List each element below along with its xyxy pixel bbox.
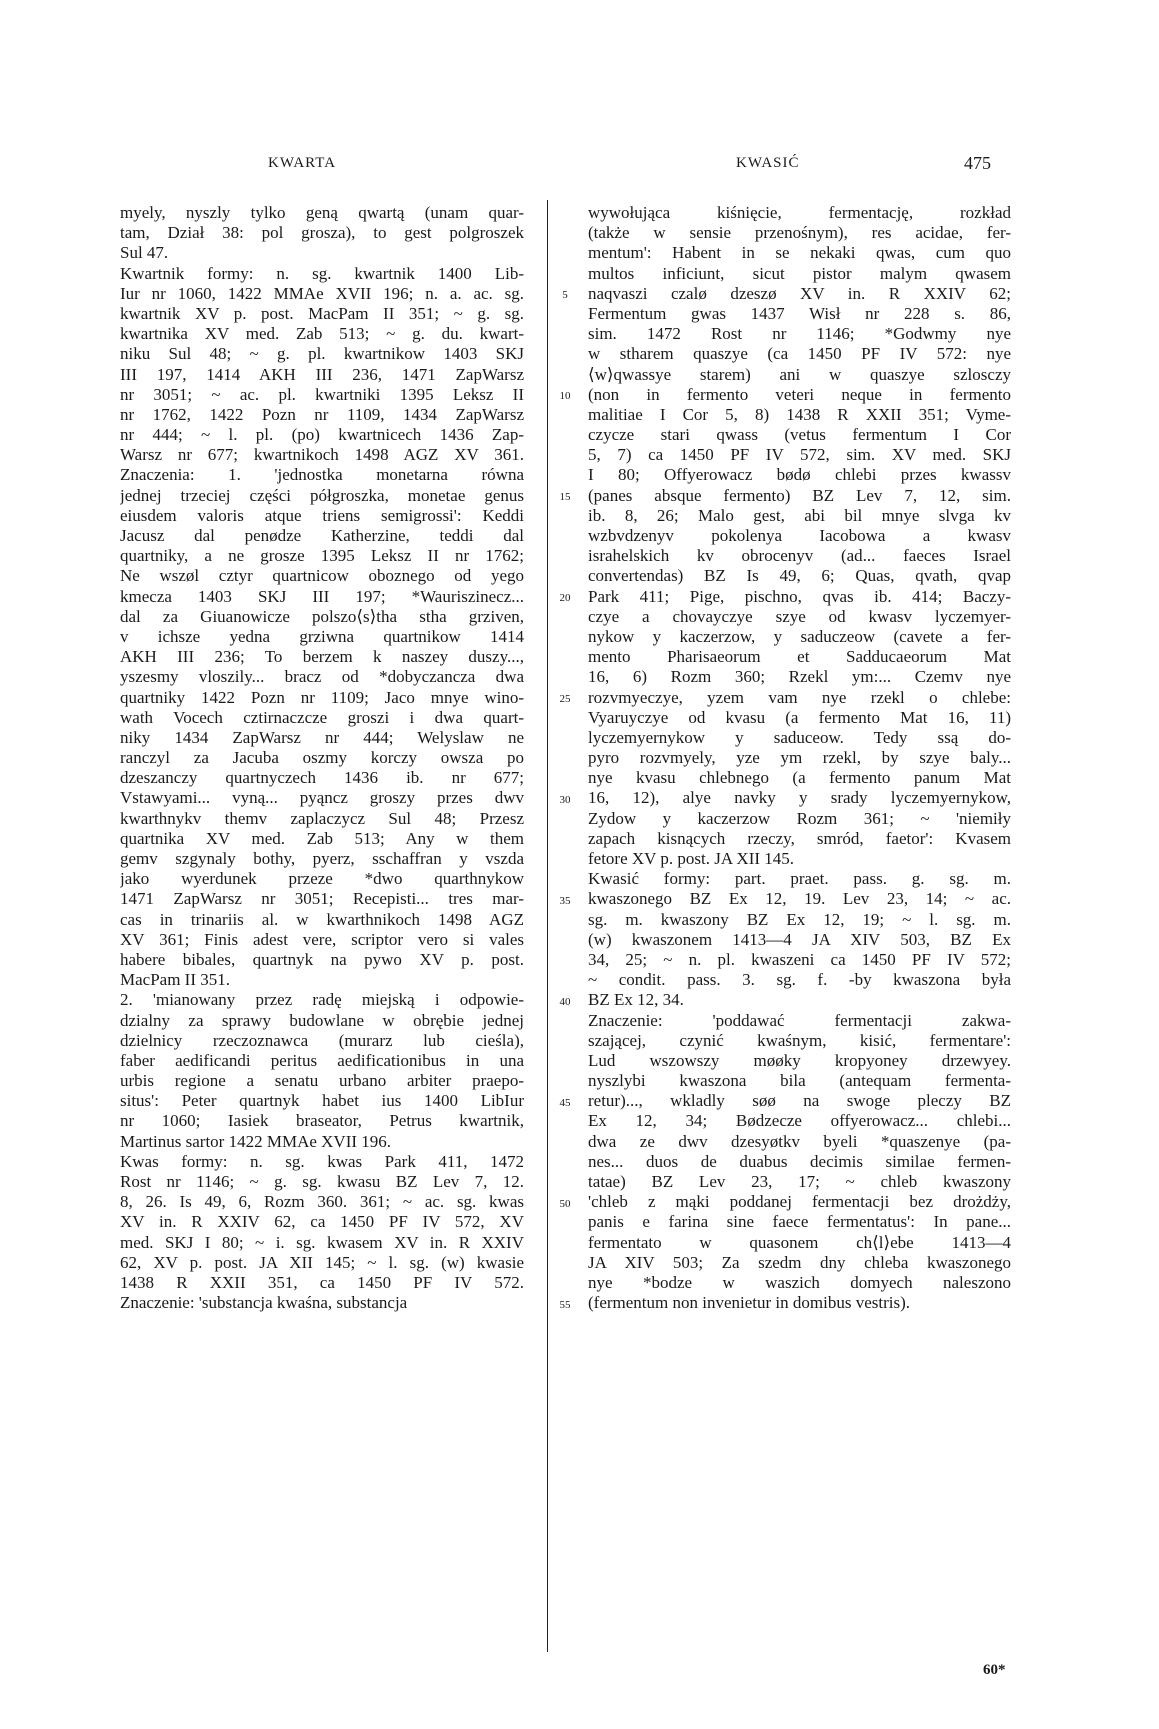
text-line: quartnika XV med. Zab 513; Any w them <box>120 828 524 848</box>
text-line: mentum': Habent in se nekaki qwas, cum quo <box>588 243 1011 263</box>
text-line: Ne wszøl cztyr quartnicow oboznego od yego <box>120 566 524 586</box>
text-line: Vyaruyczye od kvasu (a fermento Mat 16, 11) <box>588 707 1011 727</box>
text-line: Znaczenie: 'substancja kwaśna, substancja <box>120 1293 408 1313</box>
text-line: retur)..., wkladly søø na swoge pleczy BZ <box>588 1091 1011 1111</box>
text-line: convertendas) BZ Is 49, 6; Quas, qvath, qvap <box>588 566 1011 586</box>
text-line: 1471 ZapWarsz nr 3051; Recepisti... tres mar- <box>120 889 524 909</box>
text-line: Kwas formy: n. sg. kwas Park 411, 1472 <box>120 1151 524 1171</box>
text-line: quartniky, a ne grosze 1395 Leksz II nr 1762; <box>120 546 524 566</box>
text-line: Fermentum gwas 1437 Wisł nr 228 s. 86, <box>588 303 1011 323</box>
text-line: ~ condit. pass. 3. sg. f. -by kwaszona była <box>588 970 1011 990</box>
line-number: 5 <box>562 288 568 301</box>
text-line: sg. m. kwaszony BZ Ex 12, 19; ~ l. sg. m. <box>588 909 1011 929</box>
text-line: (panes absque fermento) BZ Lev 7, 12, sim. <box>588 485 1011 505</box>
text-line: gemv szgynaly bothy, pyerz, sschaffran y vszda <box>120 849 524 868</box>
text-line: faber aedificandi peritus aedificationibus in una <box>120 1050 524 1070</box>
text-line: BZ Ex 12, 34. <box>588 990 684 1010</box>
text-line: Kwasić formy: part. praet. pass. g. sg. m. <box>588 869 1011 889</box>
text-line: I 80; Offyerowacz bødø chlebi przes kwassv <box>588 465 1011 485</box>
right-column <box>588 203 1011 1313</box>
text-line: 16, 12), alye navky y srady lyczemyernykow, <box>588 788 1011 808</box>
line-number: 40 <box>559 995 571 1008</box>
line-number: 25 <box>559 692 571 705</box>
text-line: w stharem quaszye (ca 1450 PF IV 572: nye <box>588 344 1011 364</box>
text-line: MacPam II 351. <box>120 970 231 990</box>
text-line: eiusdem valoris atque triens semigrossi': Keddi <box>120 505 524 525</box>
text-line: kmecza 1403 SKJ III 197; *Wauriszinecz... <box>120 586 524 606</box>
text-line: JA XIV 503; Za szedm dny chleba kwaszonego <box>588 1252 1011 1272</box>
text-line: wzbvdzenyv pokolenya Iacobowa a kwasv <box>588 526 1011 545</box>
text-line: ib. 8, 26; Malo gest, abi bil mnye slvga kv <box>588 505 1011 525</box>
text-line: 5, 7) ca 1450 PF IV 572, sim. XV med. SKJ <box>588 445 1011 465</box>
line-number: 30 <box>559 793 571 806</box>
line-number: 35 <box>559 894 571 907</box>
text-line: dzielnicy rzeczoznawca (murarz lub cieśla), <box>120 1030 524 1050</box>
text-line: Sul 47. <box>120 243 169 263</box>
text-line: fermentato w quasonem ch⟨l⟩ebe 1413—4 <box>588 1232 1011 1252</box>
line-number: 50 <box>559 1197 571 1210</box>
text-line: jednej trzeciej części półgroszka, monetae genus <box>120 485 524 505</box>
text-line: Iur nr 1060, 1422 MMAe XVII 196; n. a. ac. sg. <box>120 283 524 303</box>
text-line: sim. 1472 Rost nr 1146; *Godwmy nye <box>588 324 1011 344</box>
text-line: nykow y kaczerzow, y saduczeow (cavete a fer- <box>588 626 1011 646</box>
text-line: czycze stari qwass (vetus fermentum I Cor <box>588 425 1011 445</box>
text-line: 2. 'mianowany przez radę miejską i odpowie- <box>120 990 524 1010</box>
text-line: czye a chovayczye szye od kwasv lyczemyer- <box>588 606 1011 626</box>
text-line: lyczemyernykow y saduceow. Tedy ssą do- <box>588 727 1011 747</box>
left-column <box>120 203 524 1313</box>
text-line: 1438 R XXII 351, ca 1450 PF IV 572. <box>120 1272 524 1292</box>
text-line: Lud wszowszy møøky kropyoney drzewyey. <box>588 1050 1011 1070</box>
text-line: AKH III 236; To berzem k naszey duszy..., <box>120 647 524 667</box>
text-line: dzeszanczy quartnyczech 1436 ib. nr 677; <box>120 768 524 788</box>
text-line: multos inficiunt, sicut pistor malym qwasem <box>588 263 1011 283</box>
text-line: med. SKJ I 80; ~ i. sg. kwasem XV in. R XXIV <box>120 1232 524 1252</box>
text-line: Znaczenie: 'poddawać fermentacji zakwa- <box>588 1010 1011 1030</box>
text-line: fetore XV p. post. JA XII 145. <box>588 849 795 868</box>
line-number: 55 <box>559 1298 571 1311</box>
text-line: kwartnika XV med. Zab 513; ~ g. du. kwart- <box>120 324 524 344</box>
text-line: ranczyl za Jacuba oszmy korczy owsza po <box>120 748 524 768</box>
text-line: nr 3051; ~ ac. pl. kwartniki 1395 Leksz II <box>120 384 524 404</box>
text-line: Ex 12, 34; Bødzecze offyerowacz... chlebi... <box>588 1111 1011 1131</box>
running-header-entry: KWASIĆ <box>736 155 800 171</box>
text-line: Kwartnik formy: n. sg. kwartnik 1400 Lib- <box>120 263 524 283</box>
text-line: cas in trinariis al. w kwarthnikoch 1498 AGZ <box>120 909 524 929</box>
text-line: dzialny za sprawy budowlane w obrębie jednej <box>120 1010 524 1030</box>
text-line: ⟨w⟩qwassye starem) ani w quaszye szlosczy <box>588 364 1011 384</box>
text-line: III 197, 1414 AKH III 236, 1471 ZapWarsz <box>120 364 524 384</box>
text-line: Park 411; Pige, pischno, qvas ib. 414; Baczy- <box>588 586 1011 606</box>
text-line: Martinus sartor 1422 MMAe XVII 196. <box>120 1131 392 1151</box>
text-line: Zydow y kaczerzow Rozm 361; ~ 'niemiły <box>588 808 1011 828</box>
text-line: panis e farina sine faece fermentatus': In pane... <box>588 1212 1011 1232</box>
text-line: nr 444; ~ l. pl. (po) kwartnicech 1436 Zap- <box>120 425 524 445</box>
text-line: (w) kwaszonem 1413—4 JA XIV 503, BZ Ex <box>588 929 1011 949</box>
running-header-left: KWARTA <box>268 155 337 171</box>
text-line: 16, 6) Rozm 360; Rzekl ym:... Czemv nye <box>588 667 1011 687</box>
text-line: situs': Peter quartnyk habet ius 1400 LibIur <box>120 1091 524 1111</box>
line-number: 45 <box>559 1096 571 1109</box>
text-line: niky 1434 ZapWarsz nr 444; Welyslaw ne <box>120 727 524 747</box>
line-number: 10 <box>559 389 571 402</box>
text-line: dal za Giuanowicze polszo⟨s⟩tha stha grziven, <box>120 606 524 626</box>
text-line: mento Pharisaeorum et Sadducaeorum Mat <box>588 647 1011 667</box>
text-line: 'chleb z mąki poddanej fermentacji bez drożdży, <box>588 1192 1011 1212</box>
text-line: nyszlybi kwaszona bila (antequam fermenta- <box>588 1071 1011 1091</box>
line-number: 20 <box>559 591 571 604</box>
text-line: urbis regione a senatu urbano arbiter praepo- <box>120 1071 524 1091</box>
text-line: Warsz nr 677; kwartnikoch 1498 AGZ XV 361. <box>120 445 524 465</box>
signature-mark: 60* <box>983 1662 1006 1678</box>
text-line: nr 1060; Iasiek braseator, Petrus kwartnik, <box>120 1111 524 1131</box>
text-line: pyro rozvmyely, yze ym rzekl, by szye baly... <box>588 748 1011 768</box>
text-line: quartniky 1422 Pozn nr 1109; Jaco mnye wino- <box>120 687 524 707</box>
text-line: dwa ze dwv dzesyøtkv byeli *quaszenye (pa- <box>588 1131 1011 1151</box>
line-number: 15 <box>559 490 571 503</box>
column-divider <box>547 200 548 1652</box>
text-line: (non in fermento veteri neque in fermento <box>588 384 1011 404</box>
text-line: Rost nr 1146; ~ g. sg. kwasu BZ Lev 7, 12. <box>120 1172 524 1191</box>
text-line: 34, 25; ~ n. pl. kwaszeni ca 1450 PF IV 572; <box>588 949 1011 969</box>
text-line: kwartnik XV p. post. MacPam II 351; ~ g. sg. <box>120 303 524 323</box>
text-line: (także w sensie przenośnym), res acidae, fer- <box>588 223 1011 243</box>
text-line: (fermentum non invenietur in domibus vestris). <box>588 1293 910 1313</box>
text-line: naqvaszi czalø dzeszø XV in. R XXIV 62; <box>588 283 1011 303</box>
text-line: habere bibales, quartnyk na pywo XV p. post. <box>120 949 524 969</box>
text-line: wywołująca kiśnięcie, fermentację, rozkład <box>588 203 1011 222</box>
text-line: jako wyerdunek przeze *dwo quarthnykow <box>120 869 524 889</box>
text-line: 62, XV p. post. JA XII 145; ~ l. sg. (w) kwasie <box>120 1252 524 1272</box>
text-line: niku Sul 48; ~ g. pl. kwartnikow 1403 SKJ <box>120 344 524 364</box>
text-line: XV 361; Finis adest vere, scriptor vero si vales <box>120 929 524 949</box>
text-line: Vstawyami... vyną... pyąncz groszy przes dwv <box>120 788 524 808</box>
text-line: Jacusz dal penødze Katherzine, teddi dal <box>120 526 524 545</box>
text-line: wath Vocech cztirnaczcze groszi i dwa quart- <box>120 707 524 727</box>
text-line: XV in. R XXIV 62, ca 1450 PF IV 572, XV <box>120 1212 524 1232</box>
text-line: nr 1762, 1422 Pozn nr 1109, 1434 ZapWarsz <box>120 404 524 424</box>
text-line: Znaczenia: 1. 'jednostka monetarna równa <box>120 465 524 485</box>
text-line: rozvmyeczye, yzem vam nye rzekl o chlebe: <box>588 687 1011 707</box>
text-line: tam, Dział 38: pol grosza), to gest polgroszek <box>120 223 524 243</box>
text-line: nye kvasu chlebnego (a fermento panum Mat <box>588 768 1011 788</box>
text-line: yszesmy vloszily... bracz od *dobyczancza dwa <box>120 667 524 687</box>
text-line: tatae) BZ Lev 23, 17; ~ chleb kwaszony <box>588 1172 1011 1191</box>
text-line: szającej, czynić kwaśnym, kisić, fermentare': <box>588 1030 1011 1050</box>
text-line: israhelskich kv obrocenyv (ad... faeces Israel <box>588 546 1011 566</box>
text-line: zapach kisnących rzeczy, smród, faetor': Kvasem <box>588 828 1011 848</box>
page-number: 475 <box>964 153 991 173</box>
text-line: kwarthnykv themv zaplaczycz Sul 48; Przesz <box>120 808 524 828</box>
text-line: nes... duos de duabus decimis similae fermen- <box>588 1151 1011 1171</box>
text-line: kwaszonego BZ Ex 12, 19. Lev 23, 14; ~ ac. <box>588 889 1011 909</box>
text-line: nye *bodze w waszich domyech naleszono <box>588 1272 1011 1292</box>
text-line: myely, nyszly tylko geną qwartą (unam quar- <box>120 203 524 222</box>
text-line: malitiae I Cor 5, 8) 1438 R XXII 351; Vyme- <box>588 404 1011 424</box>
text-line: 8, 26. Is 49, 6, Rozm 360. 361; ~ ac. sg. kwas <box>120 1192 524 1212</box>
text-line: v ichsze yedna grziwna quartnikow 1414 <box>120 626 524 646</box>
